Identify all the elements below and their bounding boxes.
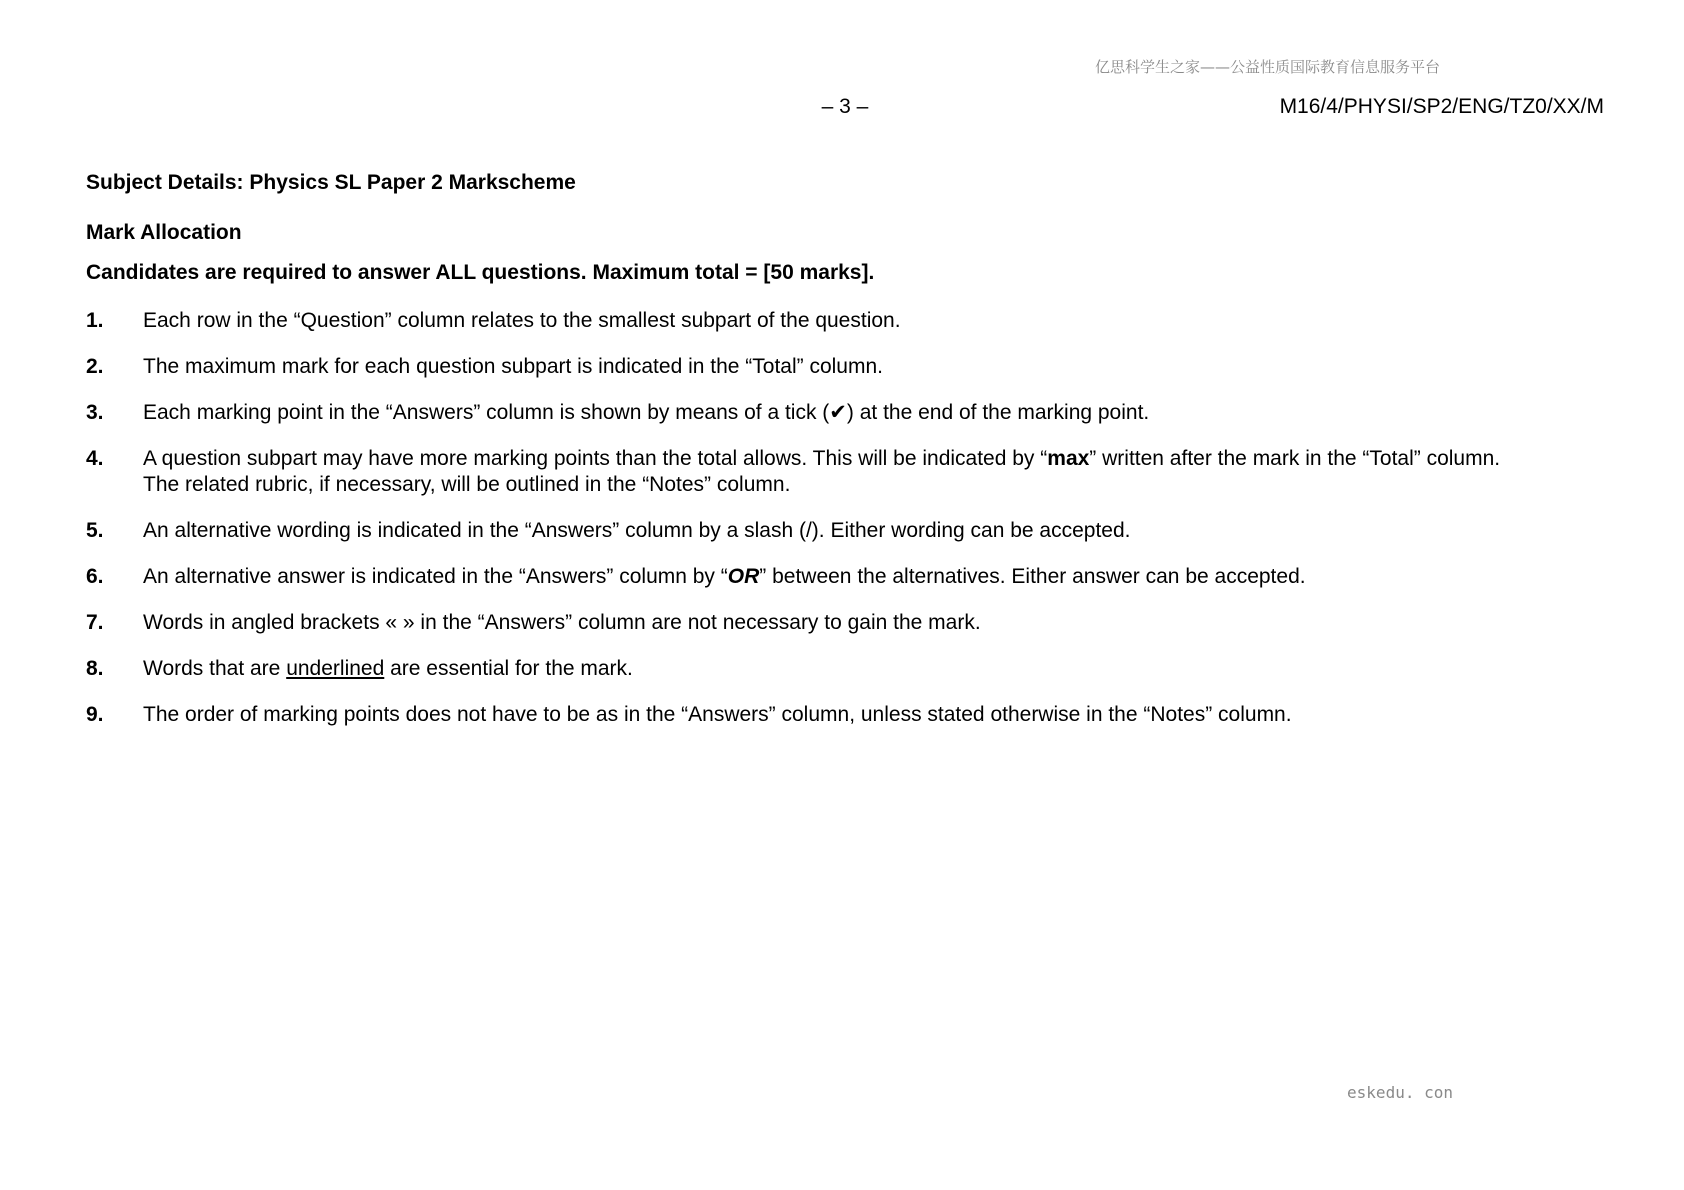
page-number: – 3 –	[821, 95, 869, 118]
rule-text-after: ” between the alternatives. Either answer can be accepted.	[759, 565, 1306, 588]
rule-number: 3.	[86, 401, 104, 424]
rule-text-before: Words that are	[143, 657, 287, 680]
rule-text-before: An alternative answer is indicated in the “Answers” column by “	[143, 565, 728, 588]
watermark-bottom: eskedu. con	[1347, 1083, 1453, 1102]
rule-text	[143, 564, 1606, 590]
rule-text	[143, 656, 1606, 682]
watermark-top: 亿思科学生之家——公益性质国际教育信息服务平台	[1094, 58, 1440, 76]
rule-text-after: ) at the end of the marking point.	[846, 401, 1150, 424]
rule-number: 1.	[86, 309, 104, 332]
list-item	[86, 564, 1606, 590]
document-code: M16/4/PHYSI/SP2/ENG/TZ0/XX/M	[1279, 95, 1604, 118]
max-keyword: max	[1047, 447, 1090, 470]
list-item	[86, 702, 1606, 728]
rule-number: 8.	[86, 657, 104, 680]
rule-text-after: are essential for the mark.	[384, 657, 633, 680]
rule-number: 2.	[86, 355, 104, 378]
rule-text-before: A question subpart may have more marking points than the total allows. This will be indicated by “	[143, 447, 1048, 470]
rule-text-after: ” written after the mark in the “Total” column.	[1089, 447, 1501, 470]
rule-text	[143, 446, 1606, 498]
main-content	[86, 170, 1606, 748]
rule-text: An alternative wording is indicated in the “Answers” column by a slash (/). Either wording can be accepted.	[143, 519, 1131, 542]
mark-allocation-heading: Mark Allocation	[86, 221, 242, 244]
rule-text	[143, 400, 1606, 426]
rule-number: 7.	[86, 611, 104, 634]
list-item	[86, 400, 1606, 426]
list-item	[86, 446, 1606, 498]
list-item	[86, 308, 1606, 334]
subject-details-heading: Subject Details: Physics SL Paper 2 Markscheme	[86, 171, 576, 194]
rule-text: Each row in the “Question” column relates to the smallest subpart of the question.	[143, 309, 901, 332]
list-item	[86, 354, 1606, 380]
rule-number: 4.	[86, 447, 104, 470]
or-keyword: OR	[727, 565, 760, 588]
list-item	[86, 656, 1606, 682]
instruction-text: Candidates are required to answer ALL questions. Maximum total = [50 marks].	[86, 261, 875, 284]
tick-icon: ✔	[829, 401, 847, 424]
rule-number: 5.	[86, 519, 104, 542]
list-item	[86, 518, 1606, 544]
rule-text-before: Each marking point in the “Answers” column is shown by means of a tick (	[143, 401, 830, 424]
rule-number: 6.	[86, 565, 104, 588]
rules-list	[86, 308, 1606, 728]
rule-text: The order of marking points does not have to be as in the “Answers” column, unless stated otherwise in the “Notes” column.	[143, 703, 1292, 726]
rule-text: Words in angled brackets « » in the “Answers” column are not necessary to gain the mark.	[143, 611, 981, 634]
rule-text: The maximum mark for each question subpart is indicated in the “Total” column.	[143, 355, 883, 378]
rule-number: 9.	[86, 703, 104, 726]
rule-text-line2: The related rubric, if necessary, will be outlined in the “Notes” column.	[143, 473, 791, 496]
list-item	[86, 610, 1606, 636]
underlined-word: underlined	[286, 657, 385, 680]
